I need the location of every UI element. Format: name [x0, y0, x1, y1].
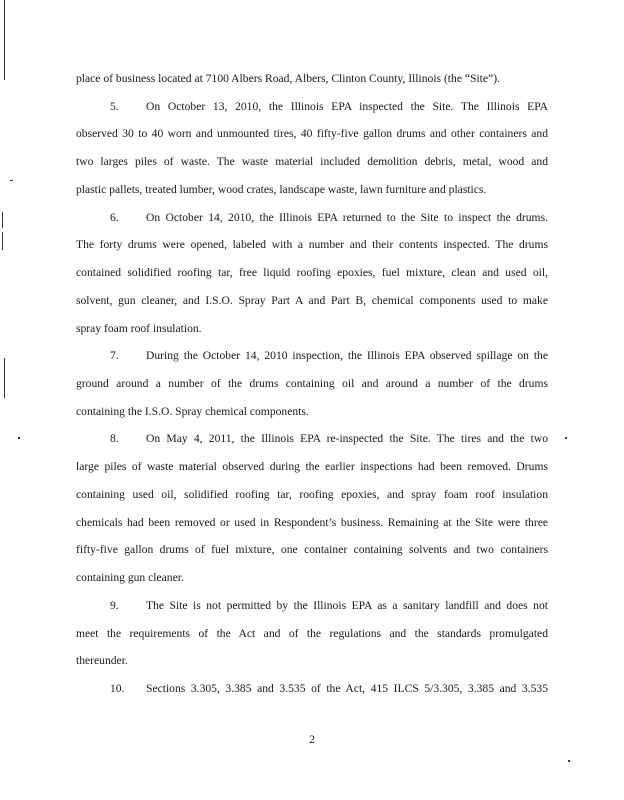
text-span: Sections 3.305, 3.385 and 3.535 of the Act, 415 ILCS 5/3.305, 3.385 and 3.535: [146, 682, 548, 695]
text-line: containing the I.S.O. Spray chemical components.: [76, 405, 309, 418]
paragraph-6-first-line: [110, 211, 548, 225]
text-span: On May 4, 2011, the Illinois EPA re-inspected the Site. The tires and the two: [146, 432, 548, 445]
text-line: contained solidified roofing tar, free liquid roofing epoxies, fuel mixture, clean and used oil,: [76, 266, 548, 279]
scan-edge-line: [4, 0, 5, 80]
scan-mark: [4, 358, 5, 398]
text-line: meet the requirements of the Act and of the regulations and the standards promulgated: [76, 627, 548, 640]
paragraph-8-first-line: [110, 432, 548, 446]
paragraph-number: 10.: [110, 682, 125, 695]
paragraph-9-first-line: [110, 599, 548, 613]
scan-dot: [18, 437, 20, 439]
text-span: The Site is not permitted by the Illinois EPA as a sanitary landfill and does not: [146, 599, 548, 612]
text-span: On October 13, 2010, the Illinois EPA inspected the Site. The Illinois EPA: [146, 100, 548, 113]
paragraph-number: 8.: [110, 432, 119, 445]
text-line: containing used oil, solidified roofing tar, roofing epoxies, and spray foam roof insulation: [76, 488, 548, 501]
paragraph-number: 9.: [110, 599, 119, 612]
text-line: large piles of waste material observed during the earlier inspections had been removed. Drums: [76, 460, 548, 473]
text-line: solvent, gun cleaner, and I.S.O. Spray Part A and Part B, chemical components used to make: [76, 294, 548, 307]
text-line: observed 30 to 40 worn and unmounted tires, 40 fifty-five gallon drums and other containers and: [76, 127, 548, 140]
text-line: spray foam roof insulation.: [76, 322, 202, 335]
text-line: fifty-five gallon drums of fuel mixture, one container containing solvents and two containers: [76, 543, 548, 556]
paragraph-number: 6.: [110, 211, 119, 224]
text-line: ground around a number of the drums containing oil and around a number of the drums: [76, 377, 548, 390]
text-line: two larges piles of waste. The waste material included demolition debris, metal, wood and: [76, 155, 548, 168]
text-line: chemicals had been removed or used in Respondent’s business. Remaining at the Site were three: [76, 516, 548, 529]
paragraph-5-first-line: [110, 100, 548, 114]
text-span: On October 14, 2010, the Illinois EPA returned to the Site to inspect the drums.: [146, 211, 548, 224]
text-line: The forty drums were opened, labeled with a number and their contents inspected. The drums: [76, 238, 548, 251]
scan-mark: [2, 232, 3, 250]
page-number: 2: [309, 733, 315, 746]
paragraph-number: 7.: [110, 349, 119, 362]
text-line: containing gun cleaner.: [76, 571, 184, 584]
text-span: During the October 14, 2010 inspection, the Illinois EPA observed spillage on the: [146, 349, 548, 362]
paragraph-10-first-line: [110, 682, 548, 696]
paragraph-7-first-line: [110, 349, 548, 363]
scan-mark: [2, 212, 3, 228]
scan-dot: [568, 760, 570, 762]
text-line: thereunder.: [76, 654, 128, 667]
text-line: plastic pallets, treated lumber, wood crates, landscape waste, lawn furniture and plastics.: [76, 183, 487, 196]
paragraph-number: 5.: [110, 100, 119, 113]
text-line: place of business located at 7100 Albers Road, Albers, Clinton County, Illinois (the “Site”).: [76, 72, 500, 85]
scan-dot: [10, 180, 13, 181]
scan-dot: [565, 437, 567, 439]
